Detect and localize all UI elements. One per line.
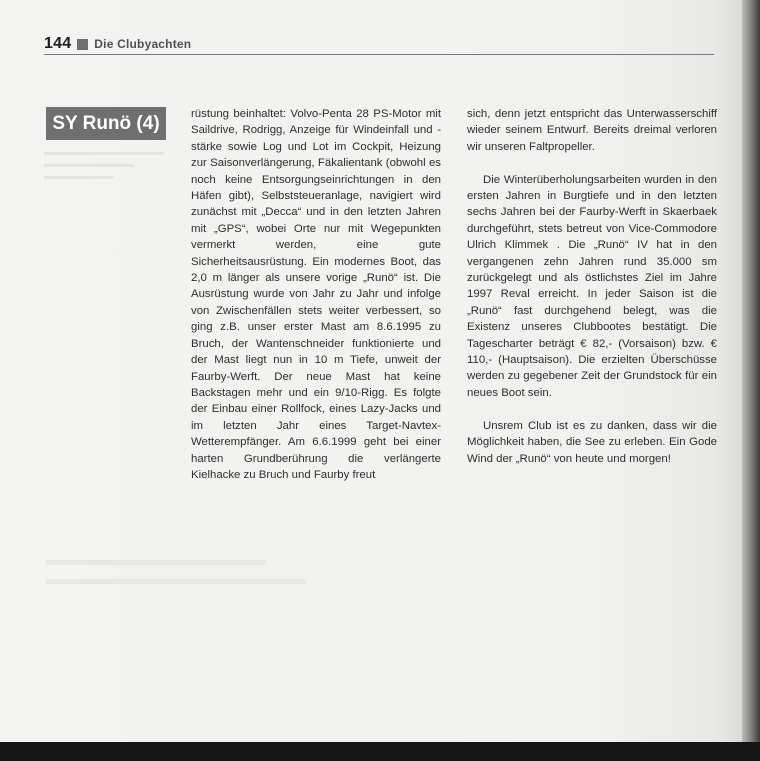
text-column-left bbox=[191, 106, 441, 483]
bleed-through-text-bottom bbox=[46, 560, 346, 598]
paragraph: Unsrem Club ist es zu danken, dass wir die Möglichkeit haben, die See zu erleben. Ein Gode Wind der „Runö“ von heute und morgen! bbox=[467, 419, 717, 465]
book-spine bbox=[742, 0, 760, 742]
running-header bbox=[44, 34, 712, 54]
paragraph: sich, denn jetzt entspricht das Unterwasserschiff wieder seinem Entwurf. Bereits dreimal verloren wir unseren Faltpropeller. bbox=[467, 108, 717, 153]
page-number: 144 bbox=[44, 35, 72, 52]
header-square-icon bbox=[77, 39, 88, 50]
paragraph: Die Winterüberholungsarbeiten wurden in den ersten Jahren in Burgtiefe und in den letzten sechs Jahren bei der Faurby-Werft in Skaerbaek durchgeführt, stets betreut von Vice-Commodore Ulrich Klimmek . Die „Runö“ IV hat in den vergangenen zehn Jahren rund 35.000 sm zurückgelegt und als östlichstes Ziel im Jahre 1997 Reval erreicht. In jeder Saison ist die „Runö“ fast durchgehend belegt, was die Existenz unseres Clubbootes bestätigt. Die Tagescharter beträgt € 82,- (Vorsaison) bzw. € 110,- (Hauptsaison). Die erzielten Überschüsse werden zu gegebener Zeit der Grundstock für ein neues Boot sein. bbox=[467, 173, 717, 399]
header-rule bbox=[44, 54, 714, 55]
chapter-title-box: SY Runö (4) bbox=[46, 107, 166, 140]
section-title: Die Clubyachten bbox=[94, 37, 192, 51]
text-column-right bbox=[467, 106, 717, 483]
bleed-through-text bbox=[44, 152, 174, 188]
paragraph: rüstung beinhaltet: Volvo-Penta 28 PS-Motor mit Saildrive, Rodrigg, Anzeige für Windeinfall und -stärke sowie Log und Lot im Cockpit, Heizung zur Saisonverlängerung, Fäkalientank (obwohl es noch keine Entsorgungseinrichtungen in den Häfen gibt), Selbststeueranlage, navigiert wird zunächst mit „Decca“ und in den letzten Jahren mit „GPS“, wobei Orte nur mit Wegepunkten vermerkt werden, eine gute Sicherheitsausrüstung. Ein modernes Boot, das 2,0 m länger als unsere vorige „Runö“ ist. Die Ausrüstung wurde von Jahr zu Jahr und infolge von Zwischenfällen stets weiter verbessert, so ging z.B. unser erster Mast am 8.6.1995 zu Bruch, der Wantenschneider funktionierte und der Mast liegt nun in 10 m Tiefe, unweit der Faurby-Werft. Der neue Mast hat keine Backstagen mehr und ein 9/10-Rigg. Es folgte der Einbau einer Rollfock, eines Lazy-Jacks und im letzten Jahr eines Target-Navtex-Wetterempfänger. Am 6.6.1999 geht bei einer harten Grundberührung die verlängerte Kielhacke zu Bruch und Faurby freut bbox=[191, 108, 441, 481]
scan-edge bbox=[0, 742, 760, 761]
